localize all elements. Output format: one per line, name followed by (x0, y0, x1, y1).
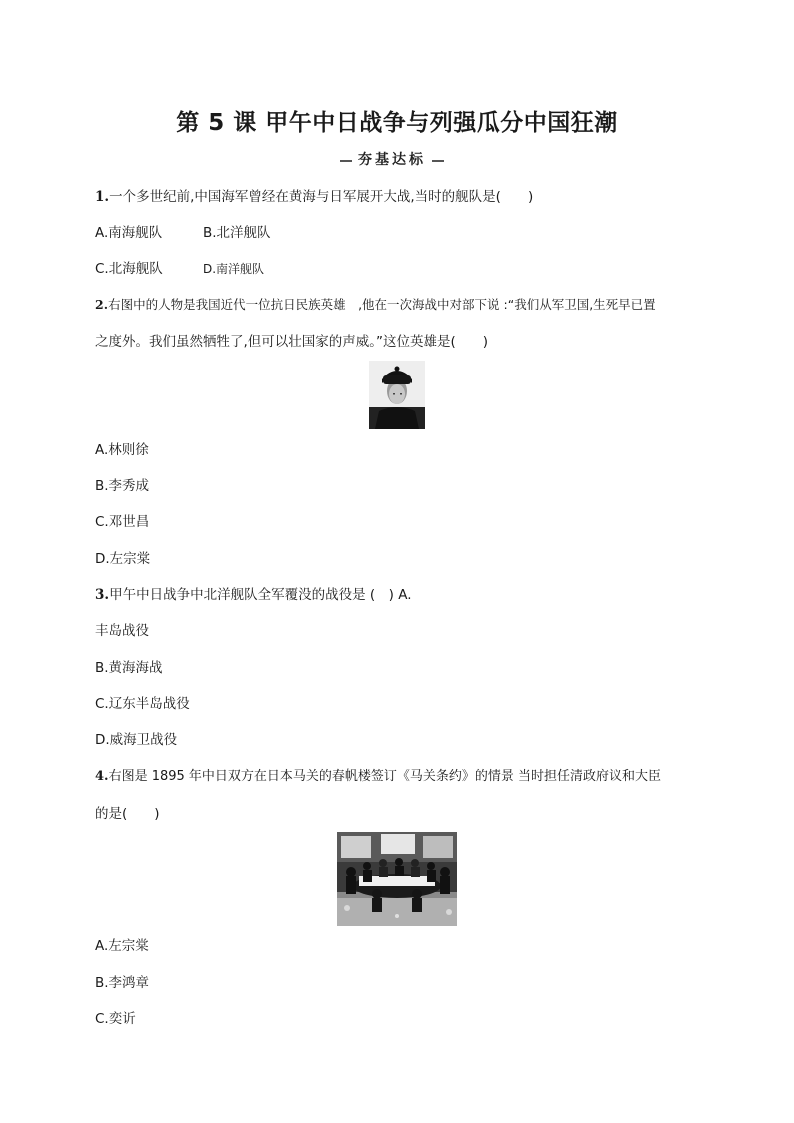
treaty-signing-photo (337, 832, 457, 926)
question-number: 3. (95, 587, 110, 603)
q2-option-b: B.李秀成 (95, 478, 150, 494)
q3-option-b: B.黄海海战 (95, 660, 163, 676)
question-4 (95, 768, 661, 786)
q4-option-a: A.左宗棠 (95, 938, 149, 954)
question-text: 右图是 1895 年中日双方在日本马关的春帆楼签订《马关条约》的情景 当时担任清政府议和大臣 (108, 769, 662, 784)
question-4-continued: 的是( ) (95, 806, 160, 822)
question-number: 4. (95, 769, 109, 784)
portrait-image (369, 361, 425, 429)
option-d: D.南洋舰队 (203, 262, 265, 276)
question-number: 1. (95, 189, 110, 205)
section-badge (340, 150, 444, 172)
q1-options-row-1 (95, 224, 271, 242)
section-badge-label: 夯基达标 (352, 150, 432, 170)
q2-option-a: A.林则徐 (95, 442, 149, 458)
q1-options-row-2 (95, 260, 265, 278)
q3-option-a-text: 丰岛战役 (95, 623, 149, 639)
question-3 (95, 586, 412, 604)
q4-option-b: B.李鸿章 (95, 975, 150, 991)
question-text: 甲午中日战争中北洋舰队全军覆没的战役是 ( ) A. (109, 587, 412, 603)
question-text: 一个多世纪前,中国海军曾经在黄海与日军展开大战,当时的舰队是( ) (109, 189, 534, 205)
option-a: A.南海舰队 (95, 225, 163, 241)
q3-option-c: C.辽东半岛战役 (95, 696, 190, 712)
q2-option-c: C.邓世昌 (95, 514, 150, 530)
portrait-photo (369, 361, 425, 429)
question-2-continued: 之度外。我们虽然牺牲了,但可以壮国家的声威。”这位英雄是( ) (95, 334, 489, 350)
question-1 (95, 188, 533, 206)
q2-option-d: D.左宗棠 (95, 551, 151, 567)
treaty-scene-image (337, 832, 457, 926)
option-b: B.北洋舰队 (203, 225, 271, 241)
question-number: 2. (95, 297, 109, 312)
q4-option-c: C.奕䜣 (95, 1011, 136, 1027)
option-c: C.北海舰队 (95, 261, 163, 277)
question-text: 右图中的人物是我国近代一位抗日民族英雄 ,他在一次海战中对部下说 :“我们从军卫国,生死早已置 (108, 297, 656, 312)
q3-option-d: D.威海卫战役 (95, 732, 178, 748)
question-2 (95, 296, 656, 314)
page-title: 第 5 课 甲午中日战争与列强瓜分中国狂潮 (176, 110, 618, 136)
